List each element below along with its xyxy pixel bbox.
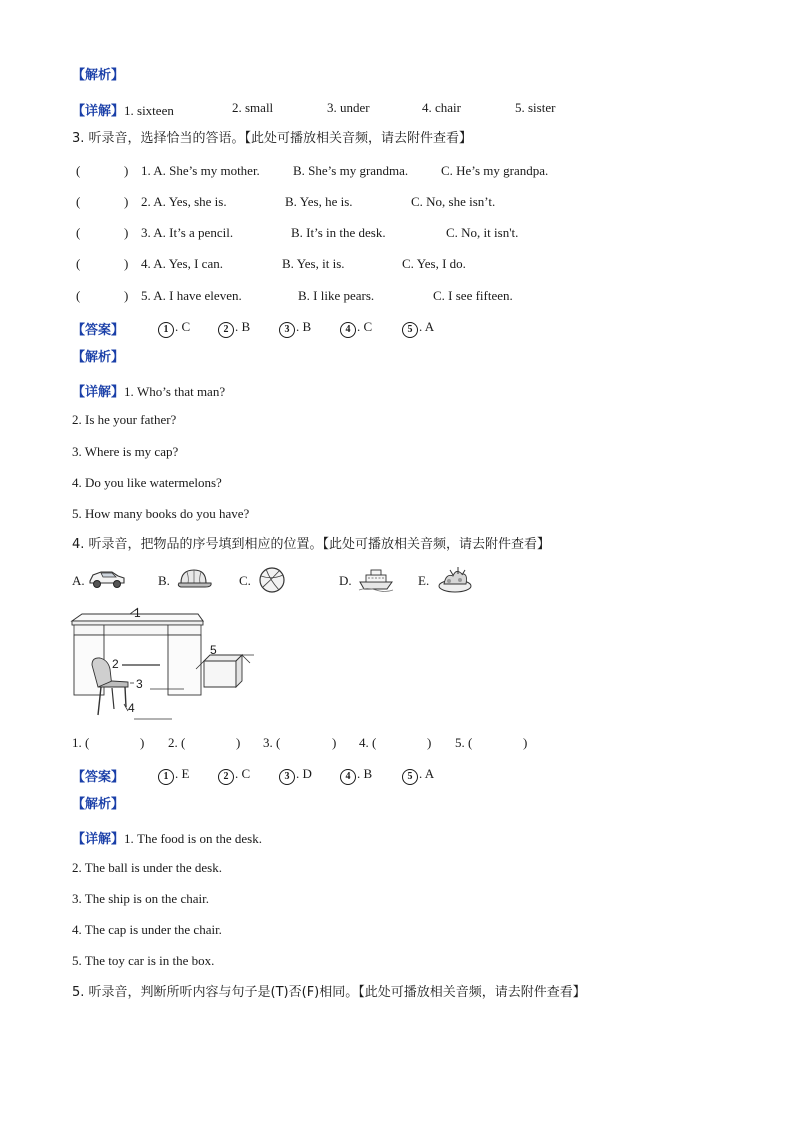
circled-number: 5 — [402, 322, 418, 338]
option-c-label: C. — [239, 573, 251, 588]
cap-icon — [175, 566, 213, 596]
circled-number: 5 — [402, 769, 418, 785]
answer-value: . B — [357, 766, 373, 781]
option-b: B. Yes, it is. — [282, 256, 345, 271]
answer-value: . D — [296, 766, 312, 781]
analysis-heading: 【解析】 — [72, 68, 125, 83]
analysis-heading: 【解析】 — [72, 797, 125, 812]
answer-value: . C — [175, 319, 191, 334]
option-a-label: A. — [72, 573, 85, 588]
answer-value: . C — [357, 319, 373, 334]
option-a: 1. A. She’s my mother. — [141, 163, 260, 178]
detail-1: 1. The food is on the desk. — [124, 831, 262, 846]
detail-row — [72, 828, 262, 847]
option-a: 2. A. Yes, she is. — [141, 194, 227, 209]
circled-number: 4 — [340, 322, 356, 338]
detail-tag: 【详解】 — [72, 385, 125, 400]
blank-4-close: ) — [427, 735, 432, 750]
detail-5: 5. How many books do you have? — [72, 506, 250, 521]
picture-number-1: 1 — [134, 606, 141, 620]
paren-open: ( — [76, 288, 81, 303]
blank-4-open: 4. ( — [359, 735, 377, 750]
blank-1-close: ) — [140, 735, 145, 750]
picture-number-3: 3 — [136, 677, 143, 691]
answer-2: 2. small — [232, 100, 274, 115]
blank-2-close: ) — [236, 735, 241, 750]
q3-answer-4 — [340, 319, 372, 338]
answer-value: . C — [235, 766, 251, 781]
option-a: 4. A. Yes, I can. — [141, 256, 223, 271]
paren-close: ) — [124, 225, 129, 240]
question-5-title: 5. 听录音，判断所听内容与句子是(T)否(F)相同。【此处可播放相关音频，请去附件查看】 — [72, 985, 586, 1000]
blank-5-close: ) — [523, 735, 528, 750]
detail-tag: 【详解】 — [72, 832, 125, 847]
q4-answer-4 — [340, 766, 372, 785]
detail-row — [72, 100, 174, 119]
picture-number-4: 4 — [128, 701, 135, 715]
answer-5: 5. sister — [515, 100, 556, 115]
answer-heading: 【答案】 — [72, 770, 125, 785]
option-c: C. No, it isn't. — [446, 225, 519, 240]
option-b: B. She’s my grandma. — [293, 163, 409, 178]
circled-number: 2 — [218, 769, 234, 785]
answer-value: . A — [419, 766, 435, 781]
paren-open: ( — [76, 256, 81, 271]
q3-answer-3 — [279, 319, 311, 338]
option-c: C. He’s my grandpa. — [441, 163, 549, 178]
blank-2-open: 2. ( — [168, 735, 186, 750]
blank-3-open: 3. ( — [263, 735, 281, 750]
detail-row — [72, 381, 225, 400]
option-e-label: E. — [418, 573, 430, 588]
answer-value: . E — [175, 766, 190, 781]
paren-open: ( — [76, 194, 81, 209]
desk-chair-box-illustration — [68, 603, 268, 727]
q4-answer-3 — [279, 766, 312, 785]
answer-1: 1. sixteen — [124, 103, 174, 118]
paren-open: ( — [76, 163, 81, 178]
circled-number: 1 — [158, 769, 174, 785]
toy-car-icon — [88, 566, 126, 594]
q3-answer-1 — [158, 319, 190, 338]
circled-number: 2 — [218, 322, 234, 338]
q3-answer-5 — [402, 319, 434, 338]
paren-close: ) — [124, 288, 129, 303]
option-d-label: D. — [339, 573, 352, 588]
detail-3: 3. Where is my cap? — [72, 444, 179, 459]
detail-5: 5. The toy car is in the box. — [72, 953, 215, 968]
paren-close: ) — [124, 194, 129, 209]
option-b: B. Yes, he is. — [285, 194, 353, 209]
detail-4: 4. The cap is under the chair. — [72, 922, 222, 937]
option-b: B. I like pears. — [298, 288, 375, 303]
picture-number-5: 5 — [210, 643, 217, 657]
blank-5-open: 5. ( — [455, 735, 473, 750]
blank-3-close: ) — [332, 735, 337, 750]
q4-answer-2 — [218, 766, 250, 785]
circled-number: 3 — [279, 769, 295, 785]
option-b: B. It’s in the desk. — [291, 225, 386, 240]
circled-number: 4 — [340, 769, 356, 785]
option-c: C. I see fifteen. — [433, 288, 513, 303]
answer-value: . A — [419, 319, 435, 334]
option-c: C. No, she isn’t. — [411, 194, 496, 209]
answer-heading: 【答案】 — [72, 323, 125, 338]
ship-icon — [358, 566, 394, 596]
paren-close: ) — [124, 256, 129, 271]
answer-3: 3. under — [327, 100, 370, 115]
answer-value: . B — [235, 319, 251, 334]
option-a: 3. A. It’s a pencil. — [141, 225, 234, 240]
option-b-label: B. — [158, 573, 170, 588]
detail-1: 1. Who’s that man? — [124, 384, 226, 399]
blank-1-open: 1. ( — [72, 735, 90, 750]
detail-3: 3. The ship is on the chair. — [72, 891, 209, 906]
detail-2: 2. Is he your father? — [72, 412, 177, 427]
paren-close: ) — [124, 163, 129, 178]
question-4-title: 4. 听录音，把物品的序号填到相应的位置。【此处可播放相关音频，请去附件查看】 — [72, 537, 551, 552]
picture-number-2: 2 — [112, 657, 119, 671]
food-plate-icon — [436, 564, 474, 598]
question-3-title: 3. 听录音，选择恰当的答语。【此处可播放相关音频，请去附件查看】 — [72, 131, 473, 146]
detail-4: 4. Do you like watermelons? — [72, 475, 222, 490]
option-a: 5. A. I have eleven. — [141, 288, 242, 303]
q4-answer-1 — [158, 766, 189, 785]
detail-2: 2. The ball is under the desk. — [72, 860, 222, 875]
circled-number: 1 — [158, 322, 174, 338]
paren-open: ( — [76, 225, 81, 240]
answer-value: . B — [296, 319, 312, 334]
detail-tag: 【详解】 — [72, 104, 125, 119]
analysis-heading: 【解析】 — [72, 350, 125, 365]
q3-answer-2 — [218, 319, 250, 338]
answer-4: 4. chair — [422, 100, 461, 115]
ball-icon — [258, 566, 286, 598]
circled-number: 3 — [279, 322, 295, 338]
option-c: C. Yes, I do. — [402, 256, 466, 271]
q4-answer-5 — [402, 766, 434, 785]
